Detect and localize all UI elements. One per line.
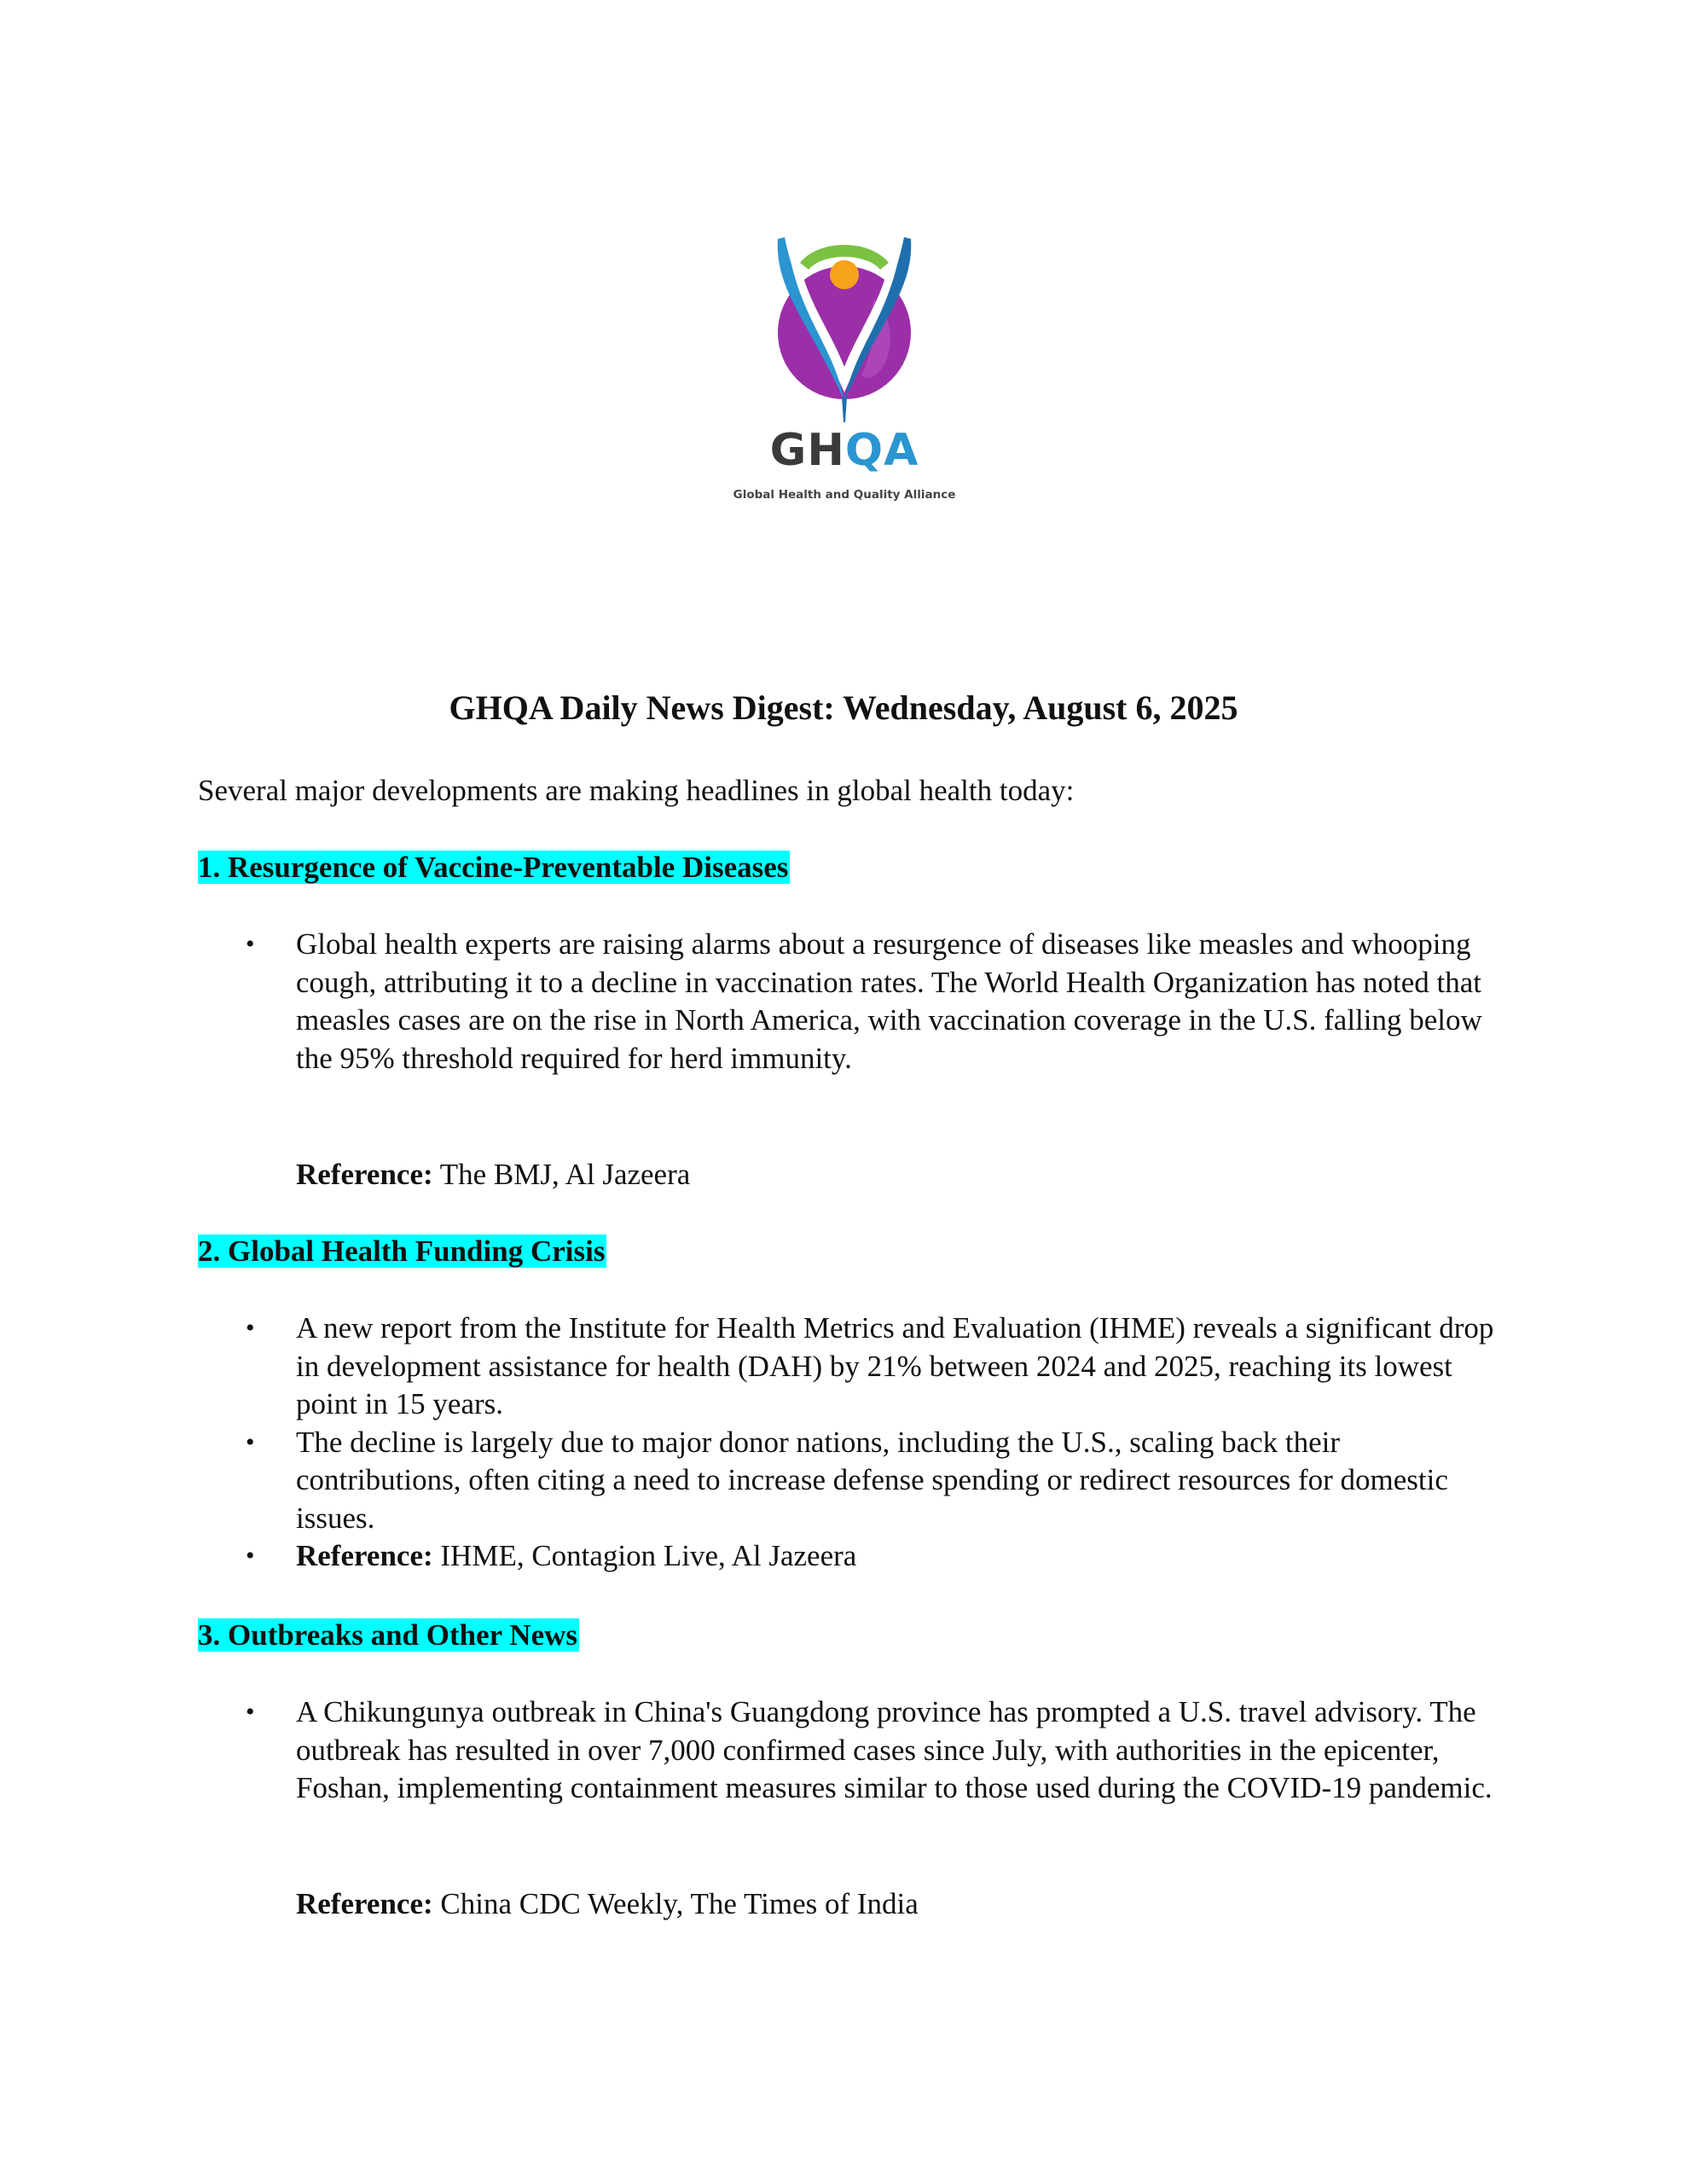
logo-tagline: Global Health and Quality Alliance bbox=[733, 488, 956, 502]
list-item bbox=[198, 926, 1494, 1077]
reference-label: Reference: bbox=[296, 1887, 433, 1920]
section-3-bullet-list bbox=[198, 1693, 1494, 1808]
bullet-dot-icon: • bbox=[246, 1698, 255, 1726]
bullet-text: Global health experts are raising alarms about a resurgence of diseases like measles and whooping cough, attributing it to a decline in vaccination rates. The World Health Organization has noted that measles cases are on the rise in North America, with vaccination coverage in the U.S. falling below the 95% threshold required for herd immunity. bbox=[296, 927, 1482, 1075]
bullet-dot-icon: • bbox=[246, 1427, 255, 1456]
ghqa-emblem-icon bbox=[725, 230, 964, 427]
reference-text: The BMJ, Al Jazeera bbox=[432, 1158, 691, 1191]
bullet-dot-icon: • bbox=[246, 1314, 255, 1342]
bullet-dot-icon: • bbox=[246, 930, 255, 958]
section-heading-3 bbox=[198, 1617, 579, 1654]
bullet-text: The decline is largely due to major donor nations, including the U.S., scaling back their contributions, often citing a need to increase defense spending or redirect resources for domestic issues. bbox=[296, 1425, 1448, 1535]
document-title: GHQA Daily News Digest: Wednesday, August 6, 2025 bbox=[449, 688, 1238, 727]
logo-wordmark bbox=[725, 425, 964, 476]
section-1-reference bbox=[296, 1156, 690, 1194]
reference-text: IHME, Contagion Live, Al Jazeera bbox=[432, 1539, 857, 1572]
section-heading-2 bbox=[198, 1233, 606, 1270]
intro-paragraph: Several major developments are making headlines in global health today: bbox=[198, 774, 1075, 807]
section-1-bullet-list bbox=[198, 926, 1494, 1077]
list-item bbox=[198, 1310, 1494, 1424]
section-heading-3-text: 3. Outbreaks and Other News bbox=[198, 1618, 578, 1652]
ghqa-logo bbox=[725, 230, 964, 520]
section-heading-2-text: 2. Global Health Funding Crisis bbox=[198, 1234, 606, 1268]
bullet-text: A Chikungunya outbreak in China's Guangdong province has prompted a U.S. travel advisory. The outbreak has resulted in over 7,000 confirmed cases since July, with authorities in the epicenter, Foshan, implementing containment measures similar to those used during the COVID-19 pandemic. bbox=[296, 1695, 1493, 1804]
bullet-dot-icon: • bbox=[246, 1542, 255, 1570]
logo-wordmark-qa: QA bbox=[844, 425, 919, 476]
section-heading-1-text: 1. Resurgence of Vaccine-Preventable Diseases bbox=[198, 851, 789, 884]
logo-wordmark-gh: GH bbox=[769, 425, 845, 476]
list-item bbox=[198, 1693, 1494, 1808]
list-item bbox=[198, 1424, 1494, 1538]
bullet-text: A new report from the Institute for Health Metrics and Evaluation (IHME) reveals a significant drop in development assistance for health (DAH) by 21% between 2024 and 2025, reaching its lowest point in 15 years. bbox=[296, 1311, 1494, 1420]
section-2-bullet-list bbox=[198, 1310, 1494, 1576]
section-3-reference bbox=[296, 1885, 919, 1923]
reference-text: China CDC Weekly, The Times of India bbox=[432, 1887, 919, 1920]
section-heading-1 bbox=[198, 849, 790, 886]
reference-label: Reference: bbox=[296, 1158, 433, 1191]
reference-label: Reference: bbox=[296, 1539, 433, 1572]
list-item bbox=[198, 1537, 1494, 1576]
